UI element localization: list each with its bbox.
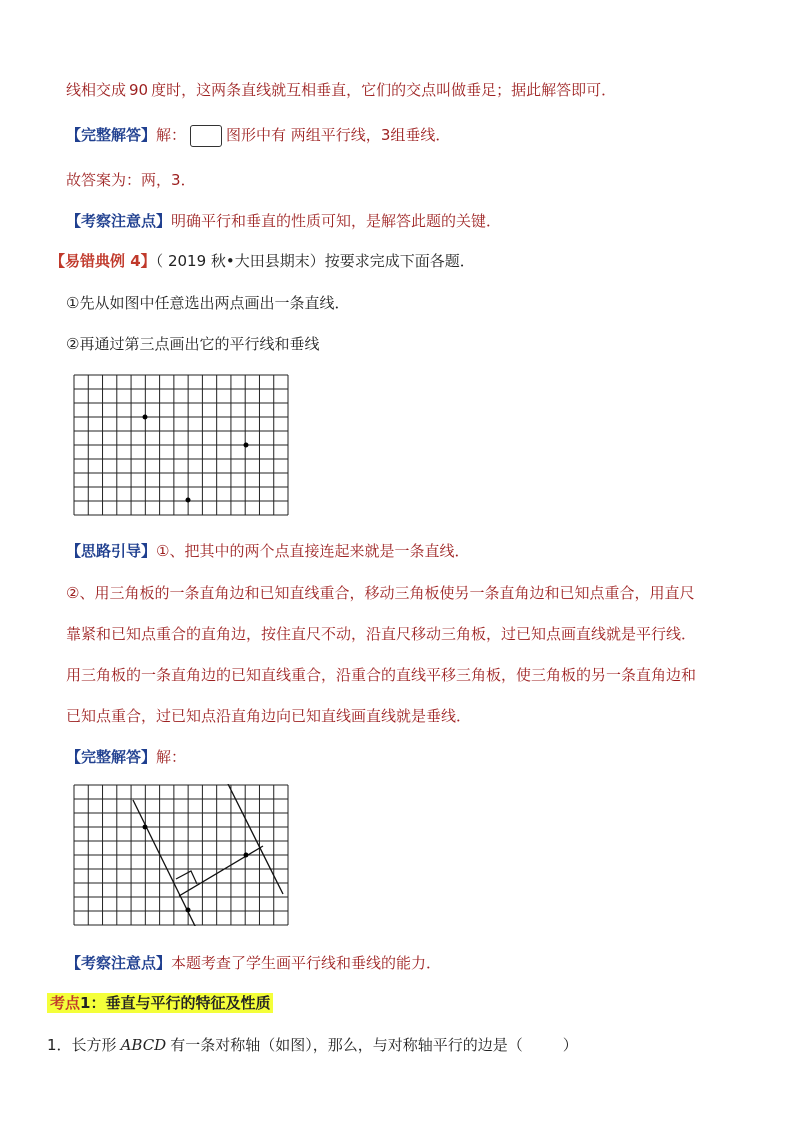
- section-tag: 【思路引导】: [66, 542, 157, 560]
- note-line-2: [66, 952, 441, 974]
- hint-line-5: 已知点重合，过已知点沿直角边向已知直线画直线就是垂线．: [66, 707, 472, 725]
- shape-name: ABCD: [120, 1036, 167, 1054]
- text-segment: ．: [180, 171, 196, 189]
- text-segment: 解：: [156, 748, 187, 766]
- number: 3: [380, 126, 391, 144]
- topic-highlight: [47, 993, 273, 1013]
- hint-line-4: 用三角板的一条直角边的已知直线重合，沿重合的直线平移三角板，使三角板的另一条直角边和: [66, 666, 697, 684]
- right-angle-mark: [176, 871, 197, 884]
- text-segment: ①、把其中的两个点直接连起来就是一条直线．: [156, 542, 470, 560]
- point-b: [244, 853, 249, 858]
- section-tag: 【易错典例 4】: [50, 252, 156, 270]
- number: 3: [171, 171, 181, 189]
- topic-label: 考点: [50, 994, 81, 1012]
- hint-line-3: 靠紧和已知点重合的直角边，按住直尺不动，沿直尺移动三角板，过已知点画直线就是平行线．: [66, 625, 697, 643]
- text-segment: 线相交成: [66, 81, 127, 99]
- text-segment: 长方形: [71, 1036, 117, 1054]
- text-segment: （ 2019 秋•大田县期末）按要求完成下面各题．: [155, 252, 475, 270]
- text-segment: ）: [562, 1036, 578, 1054]
- example-title: [50, 250, 475, 272]
- perpendicular-line: [133, 800, 197, 926]
- section-tag: 【考察注意点】: [66, 212, 172, 230]
- topic-heading: [47, 992, 273, 1014]
- point-a: [143, 825, 148, 830]
- point-b: [244, 443, 249, 448]
- hint-line: [66, 540, 469, 562]
- section-tag: 【考察注意点】: [66, 954, 172, 972]
- solution-line: [66, 746, 186, 768]
- question-number: 1．: [47, 1036, 72, 1054]
- section-tag: 【完整解答】: [66, 126, 157, 144]
- parallel-line: [228, 784, 283, 894]
- topic-title: ：垂直与平行的特征及性质: [90, 994, 271, 1012]
- task-1: ①先从如图中任意选出两点画出一条直线．: [66, 294, 350, 312]
- problem-grid: [73, 374, 289, 516]
- text-segment: 组垂线．: [390, 126, 451, 144]
- section-tag: 【完整解答】: [66, 748, 157, 766]
- text-segment: 图形中有 两组平行线，: [226, 126, 381, 144]
- solution-grid: [73, 784, 289, 926]
- note-line: [66, 210, 501, 232]
- task-2: ②再通过第三点画出它的平行线和垂线: [66, 335, 320, 353]
- hint-line-2: ②、用三角板的一条直角边和已知直线重合，移动三角板使另一条直角边和已知点重合，用直尺: [66, 584, 695, 602]
- text-segment: 本题考查了学生画平行线和垂线的能力．: [171, 954, 442, 972]
- text-segment: 明确平行和垂直的性质可知，是解答此题的关键．: [171, 212, 502, 230]
- rectangle-icon: [190, 125, 222, 147]
- answer-summary: [66, 169, 196, 191]
- point-a: [143, 415, 148, 420]
- text-segment: 度时，这两条直线就互相垂直，它们的交点叫做垂足；据此解答即可．: [151, 81, 617, 99]
- text-segment: 故答案为：两，: [66, 171, 172, 189]
- text-segment: 解：: [156, 126, 187, 144]
- text-line: [66, 79, 616, 101]
- point-c: [186, 498, 191, 503]
- point-c: [186, 908, 191, 913]
- question-1: [47, 1034, 578, 1056]
- answer-line: [66, 124, 450, 147]
- topic-number: 1: [80, 994, 91, 1012]
- number: 90: [129, 81, 149, 99]
- text-segment: 有一条对称轴（如图），那么，与对称轴平行的边是（: [170, 1036, 523, 1054]
